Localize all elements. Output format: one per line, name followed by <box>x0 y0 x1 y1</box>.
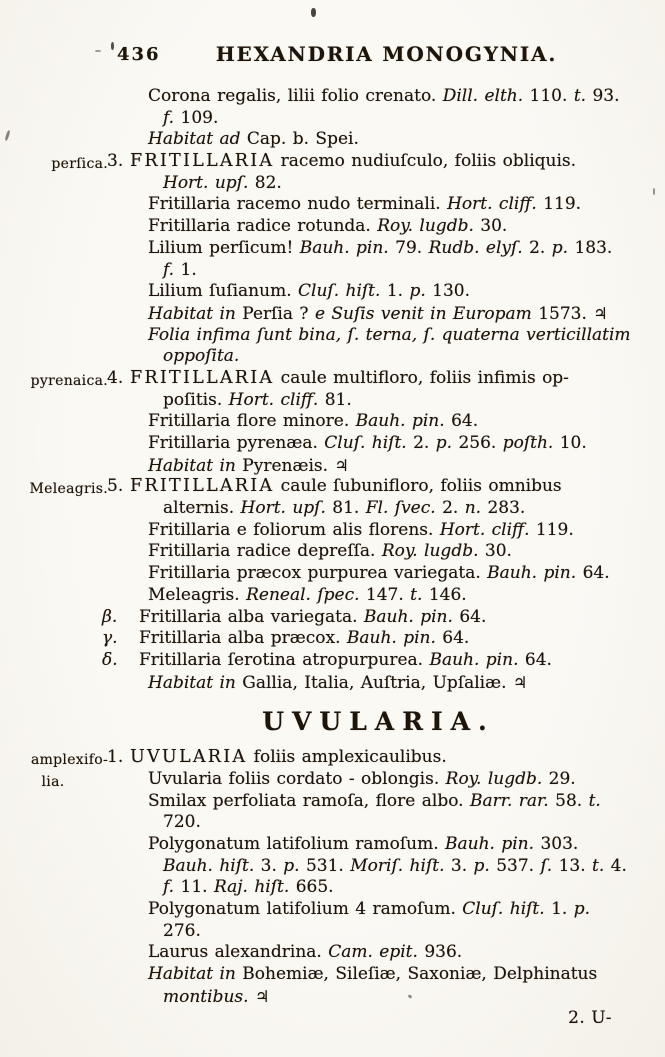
text-segment: 119. <box>543 194 582 215</box>
text-line <box>130 541 657 563</box>
text-segment: 93. <box>592 86 620 106</box>
text-line <box>130 108 657 130</box>
margin-species-label: lia. <box>41 773 65 790</box>
text-segment: Reneal. ſpec. <box>246 584 366 605</box>
text-segment: 1. <box>551 899 574 920</box>
text-line <box>29 476 657 498</box>
text-line <box>130 964 657 986</box>
text-segment: 10. <box>559 433 587 453</box>
text-segment: 13. <box>558 855 593 876</box>
page-number: 436 <box>117 44 161 65</box>
text-segment: Bauh. pin. <box>363 606 460 627</box>
text-segment: Roy. lugdb. <box>445 768 549 789</box>
text-segment: foliis amplexicaulibus. <box>247 747 447 768</box>
text-segment: Fritillaria ſerotina atropurpurea. <box>139 649 430 670</box>
text-line <box>130 433 657 455</box>
margin-species-label: perſica. <box>51 156 108 173</box>
variety-greek-letter: δ. <box>102 649 118 670</box>
text-line <box>130 281 657 303</box>
text-segment: 283. <box>487 498 526 519</box>
text-segment: p. <box>573 899 590 920</box>
text-segment: 2. <box>413 433 436 453</box>
text-segment: 109. <box>180 107 219 128</box>
text-segment: 64. <box>459 606 487 627</box>
perennial-symbol: ♃ <box>334 455 349 475</box>
text-line <box>130 238 657 260</box>
text-segment: Hort. cliff. <box>228 389 325 410</box>
text-segment: Bauh. pin. <box>346 628 443 649</box>
variety-greek-letter: γ. <box>102 628 118 649</box>
text-segment: 665. <box>295 877 334 898</box>
text-line <box>102 606 657 629</box>
text-segment: 79. <box>395 237 429 258</box>
text-segment: 30. <box>484 541 512 562</box>
text-segment: FRITILLARIA <box>130 151 275 172</box>
text-segment: ſ. <box>540 855 559 876</box>
text-segment: Cam. epit. <box>328 942 425 963</box>
text-segment: racemo nudiuſculo, foliis obliquis. <box>274 151 577 172</box>
text-segment: t. <box>588 790 601 811</box>
text-line <box>130 585 657 607</box>
margin-species-label: amplexifo- <box>30 752 108 769</box>
text-line <box>130 812 657 834</box>
text-line <box>130 856 657 878</box>
text-segment: 147. <box>365 584 411 605</box>
text-segment: f. <box>163 259 181 280</box>
text-segment: Bauh. hiſt. <box>163 855 261 876</box>
text-segment: caule multifloro, foliis infimis op- <box>274 367 569 388</box>
text-segment: 183. <box>574 237 613 258</box>
text-segment: Cluſ. hiſt. <box>462 899 552 920</box>
text-segment: 537. <box>496 855 541 876</box>
scan-artifact <box>4 130 10 141</box>
text-segment: p. <box>283 855 306 876</box>
text-segment: UVULARIA <box>130 747 248 768</box>
text-line <box>130 303 657 325</box>
text-line <box>51 151 657 173</box>
text-line <box>130 834 657 856</box>
text-segment: e Suſis venit in Europam <box>314 303 539 324</box>
text-segment: oppoſita. <box>163 346 240 367</box>
text-line <box>130 520 657 542</box>
text-segment: Hort. cliff. <box>439 519 536 540</box>
text-segment: 4. <box>610 855 627 876</box>
text-segment: Cap. b. Spei. <box>246 129 359 150</box>
text-segment: Habitat in <box>148 303 243 324</box>
species-number: 1. <box>107 747 124 768</box>
text-segment: montibus. <box>163 986 255 1007</box>
text-segment: n. <box>464 498 488 519</box>
text-segment: 276. <box>163 920 201 941</box>
text-body <box>29 86 657 1008</box>
text-segment: p. <box>551 237 575 258</box>
text-line <box>130 791 657 813</box>
text-segment: Roy. lugdb. <box>377 216 481 237</box>
text-segment: 1573. <box>538 303 594 324</box>
text-segment: Rudb. elyſ. <box>428 237 530 258</box>
text-segment: Uvularia foliis cordato - oblongis. <box>148 768 446 789</box>
text-segment: 64. <box>524 649 552 670</box>
text-segment: Cluſ. hiſt. <box>298 281 387 302</box>
text-segment: t. <box>573 86 593 106</box>
text-line <box>130 563 657 585</box>
text-segment: Fritillaria alba præcox. <box>139 628 347 649</box>
text-segment: Fritillaria e foliorum alis florens. <box>148 519 440 540</box>
text-segment: Pyrenæis. <box>242 455 335 476</box>
text-line <box>130 986 657 1008</box>
text-segment: caule ſubunifloro, foliis omnibus <box>274 476 562 497</box>
text-segment: t. <box>592 855 611 876</box>
margin-species-label: pyrenaica. <box>30 372 108 389</box>
text-segment: Habitat in <box>148 455 243 476</box>
text-segment: 82. <box>254 172 282 193</box>
text-segment: Polygonatum latifolium 4 ramoſum. <box>148 899 463 920</box>
text-segment: f. <box>163 877 181 898</box>
text-segment: Fritillaria racemo nudo terminali. <box>148 194 448 215</box>
text-segment: p. <box>409 281 433 302</box>
text-segment: Cluſ. hiſt. <box>324 433 414 453</box>
text-line <box>130 942 657 964</box>
text-segment: 256. <box>458 433 503 453</box>
text-segment: Hort. upſ. <box>240 498 333 519</box>
text-line <box>130 260 657 282</box>
text-segment: 303. <box>540 834 579 854</box>
text-line <box>130 672 657 694</box>
text-segment: Habitat in <box>148 964 243 985</box>
text-segment: 146. <box>428 584 467 605</box>
text-segment: p. <box>473 855 497 876</box>
text-segment: Polygonatum latifolium ramoſum. <box>148 834 446 854</box>
text-segment: Fl. ſvec. <box>365 498 443 519</box>
text-line <box>130 498 657 520</box>
text-segment: 2. <box>529 237 552 258</box>
text-line <box>130 173 657 195</box>
text-segment: Fritillaria radice rotunda. <box>148 216 378 237</box>
text-segment: Bauh. pin. <box>445 834 541 854</box>
text-segment: 1. <box>386 281 410 302</box>
text-line <box>130 129 657 151</box>
text-segment: Fritillaria pyrenæa. <box>148 433 325 453</box>
text-segment: 81. <box>332 498 366 519</box>
text-line <box>130 216 657 238</box>
text-segment: 3. <box>450 855 474 876</box>
text-segment: Fritillaria flore minore. <box>148 411 356 432</box>
perennial-symbol: ♃ <box>254 986 270 1006</box>
text-line <box>130 877 657 899</box>
text-segment: Perſia ? <box>242 303 315 324</box>
text-segment: p. <box>435 433 459 453</box>
text-segment: t. <box>410 584 429 605</box>
text-line <box>41 768 657 791</box>
species-number: 3. <box>107 151 124 172</box>
text-segment: Roy. lugdb. <box>381 541 485 562</box>
text-segment: Fritillaria præcox purpurea variegata. <box>148 563 488 584</box>
text-segment: Meleagris. <box>148 584 247 605</box>
text-segment: Laurus alexandrina. <box>148 942 329 963</box>
scan-artifact <box>311 8 316 17</box>
text-segment: 64. <box>582 563 610 584</box>
text-segment: Bauh. pin. <box>355 411 452 432</box>
text-line <box>102 649 657 672</box>
variety-greek-letter: β. <box>102 606 118 627</box>
text-segment: poſth. <box>502 433 560 453</box>
text-segment: 58. <box>555 790 589 811</box>
text-segment: 1. <box>180 259 197 280</box>
text-segment: Barr. rar. <box>469 790 556 811</box>
text-segment: Habitat ad <box>148 129 247 150</box>
text-segment: 110. <box>529 86 574 106</box>
text-segment: 81. <box>324 389 352 410</box>
text-segment: Habitat in <box>148 672 243 693</box>
text-segment: 11. <box>180 877 214 898</box>
text-segment: alternis. <box>163 498 241 519</box>
species-number: 5. <box>107 476 124 497</box>
text-segment: 531. <box>305 855 351 876</box>
text-line <box>130 921 657 943</box>
text-segment: Bohemiæ, Sileſiæ, Saxoniæ, Delphinatus <box>242 964 598 985</box>
text-segment: Fritillaria alba variegata. <box>139 606 364 627</box>
text-segment: Folia infima ſunt bina, ſ. terna, ſ. quaterna verticillatim <box>148 324 631 345</box>
text-line <box>130 899 657 921</box>
text-line <box>30 367 657 390</box>
text-segment: Bauh. pin. <box>299 237 396 258</box>
text-line <box>130 86 657 108</box>
text-segment: 2. <box>442 498 465 519</box>
text-line <box>102 628 657 650</box>
text-segment: poſitis. <box>163 389 229 410</box>
text-segment: 119. <box>535 519 574 540</box>
catchword: 2. U- <box>568 1008 612 1028</box>
text-segment: 3. <box>260 855 284 876</box>
text-segment: Corona regalis, lilii folio crenato. <box>148 86 443 106</box>
species-number: 4. <box>107 367 124 388</box>
text-line <box>130 346 657 368</box>
perennial-symbol: ♃ <box>593 303 608 323</box>
text-segment: 64. <box>451 411 479 432</box>
text-segment: 64. <box>442 628 470 649</box>
text-segment: Bauh. pin. <box>487 563 583 584</box>
text-segment: 130. <box>432 281 471 302</box>
text-line <box>130 455 657 477</box>
genus-heading: UVULARIA. <box>262 707 495 737</box>
text-segment: Bauh. pin. <box>429 649 525 670</box>
text-line <box>130 194 657 216</box>
text-segment: f. <box>163 107 181 128</box>
text-segment: 720. <box>163 812 201 833</box>
text-segment: Fritillaria radice depreſſa. <box>148 541 382 562</box>
text-segment: Hort. cliff. <box>447 194 544 215</box>
text-line <box>130 411 657 433</box>
text-segment: 29. <box>548 768 576 789</box>
text-segment: Smilax perfoliata ramoſa, flore albo. <box>148 790 470 811</box>
text-line <box>130 325 657 347</box>
text-segment: Hort. upſ. <box>163 172 255 193</box>
text-line <box>130 390 657 412</box>
margin-species-label: Meleagris. <box>29 481 108 498</box>
text-segment: FRITILLARIA <box>130 476 275 497</box>
text-segment: 30. <box>480 216 508 237</box>
text-segment: Lilium perſicum! <box>148 237 300 258</box>
text-segment: 936. <box>424 942 463 963</box>
text-segment: FRITILLARIA <box>130 367 275 388</box>
text-segment: Moriſ. hiſt. <box>350 855 451 876</box>
text-segment: Gallia, Italia, Auſtria, Upſaliæ. <box>242 672 513 693</box>
perennial-symbol: ♃ <box>512 672 528 692</box>
text-line <box>30 747 657 769</box>
running-header: HEXANDRIA MONOGYNIA. <box>215 42 558 66</box>
text-segment: Dill. elth. <box>442 86 530 106</box>
text-segment: Raj. hiſt. <box>213 877 296 898</box>
text-segment: Lilium ſuſianum. <box>148 281 299 302</box>
